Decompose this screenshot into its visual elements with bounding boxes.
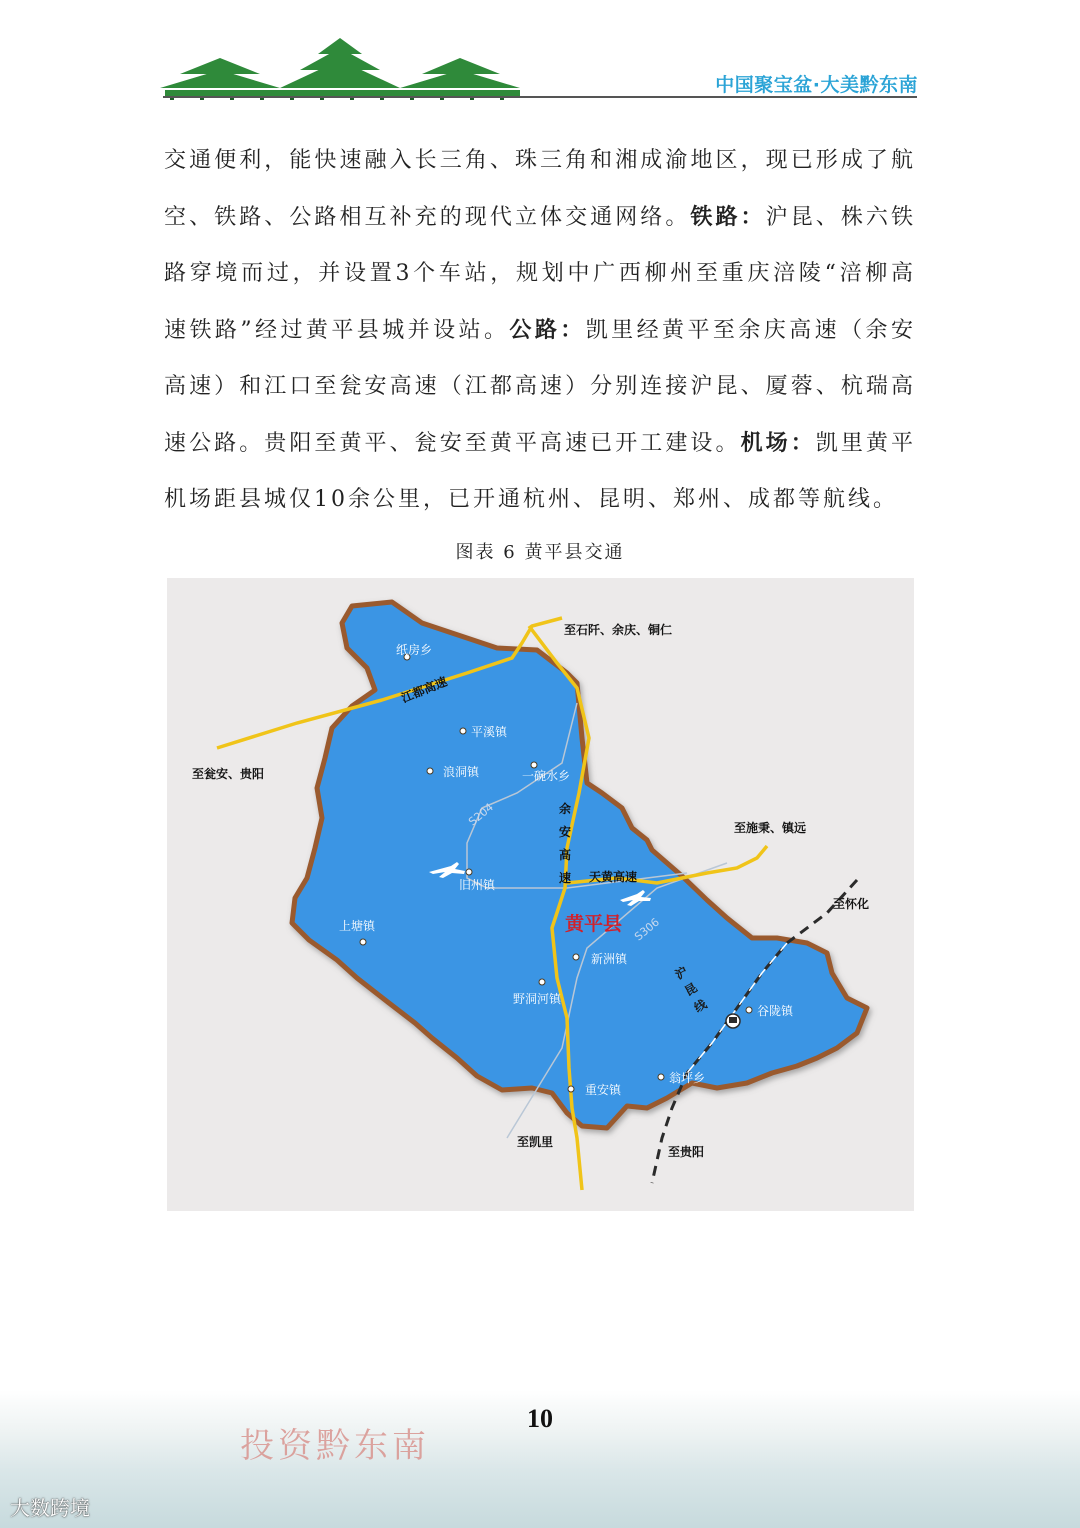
destination-label: 至怀化 (833, 897, 870, 911)
header-divider (163, 96, 917, 98)
pavilion-bridge-logo (160, 30, 540, 130)
town-marker (539, 979, 545, 985)
town-label: 纸房乡 (396, 643, 433, 657)
town-label: 平溪镇 (471, 725, 508, 739)
town-marker (746, 1007, 752, 1013)
town-label: 重安镇 (585, 1083, 622, 1097)
road-label: 江都高速 (399, 674, 450, 706)
road-label: 余安高速 (559, 802, 572, 885)
town-label: 上塘镇 (339, 919, 376, 933)
transport-map (167, 578, 914, 1211)
destination-label: 至瓮安、贵阳 (192, 767, 265, 781)
page-header (0, 0, 1080, 110)
road-label: 天黄高速 (589, 870, 638, 884)
town-marker (573, 954, 579, 960)
county-label: 黄平县 (565, 913, 623, 935)
map-canvas (167, 578, 914, 1211)
town-marker (568, 1086, 574, 1092)
destination-label: 至施秉、镇远 (734, 821, 807, 835)
town-marker (460, 728, 466, 734)
heading-railway: 铁路： (690, 204, 766, 230)
body-paragraph (164, 133, 916, 529)
town-marker (466, 869, 472, 875)
town-marker (360, 939, 366, 945)
town-label: 谷陇镇 (757, 1004, 794, 1018)
town-label: 野洞河镇 (513, 992, 562, 1006)
town-label: 新洲镇 (591, 952, 628, 966)
railway-label: 沪昆线 (672, 964, 710, 1016)
figure-caption: 图表 6 黄平县交通 (455, 542, 625, 563)
route-label: S306 (632, 915, 662, 944)
town-marker (427, 768, 433, 774)
header-title: 中国聚宝盆·大美黔东南 (715, 74, 918, 96)
town-label: 翁坪乡 (669, 1071, 706, 1085)
destination-label: 至凯里 (517, 1135, 554, 1149)
town-marker (658, 1074, 664, 1080)
destination-label: 至石阡、余庆、铜仁 (564, 623, 673, 637)
text-segment: 凯里黄平机场距县城仅10余公里，已开通杭州、昆明、郑州、成都等航线。 (164, 430, 916, 512)
text-segment: 沪昆、株六铁路穿境而过，并设置3个车站，规划中广西柳州至重庆涪陵“涪柳高速铁路”经过黄平县城并设站。 (164, 204, 916, 343)
destination-label: 至贵阳 (668, 1145, 705, 1159)
heading-road: 公路： (509, 317, 586, 343)
county-boundary (292, 602, 870, 1128)
route-label: S204 (466, 800, 496, 829)
text-segment: 交通便利，能快速融入长三角、珠三角和湘成渝地区，现已形成了航空、铁路、公路相互补充的现代立体交通网络。 (164, 148, 916, 230)
watermark: 大数跨境 (10, 1496, 90, 1520)
town-label: 旧州镇 (459, 878, 496, 892)
footer-logo: 投资黔东南 (240, 1426, 430, 1466)
heading-airport: 机场： (740, 430, 816, 456)
text-segment: 凯里经黄平至余庆高速（余安高速）和江口至瓮安高速（江都高速）分别连接沪昆、厦蓉、杭瑞高速公路。贵阳至黄平、瓮安至黄平高速已开工建设。 (164, 317, 916, 456)
train-station-icon (726, 1014, 740, 1028)
town-label: 浪洞镇 (443, 765, 480, 779)
town-label: 一碗水乡 (522, 769, 571, 783)
page-number: 10 (527, 1404, 553, 1433)
